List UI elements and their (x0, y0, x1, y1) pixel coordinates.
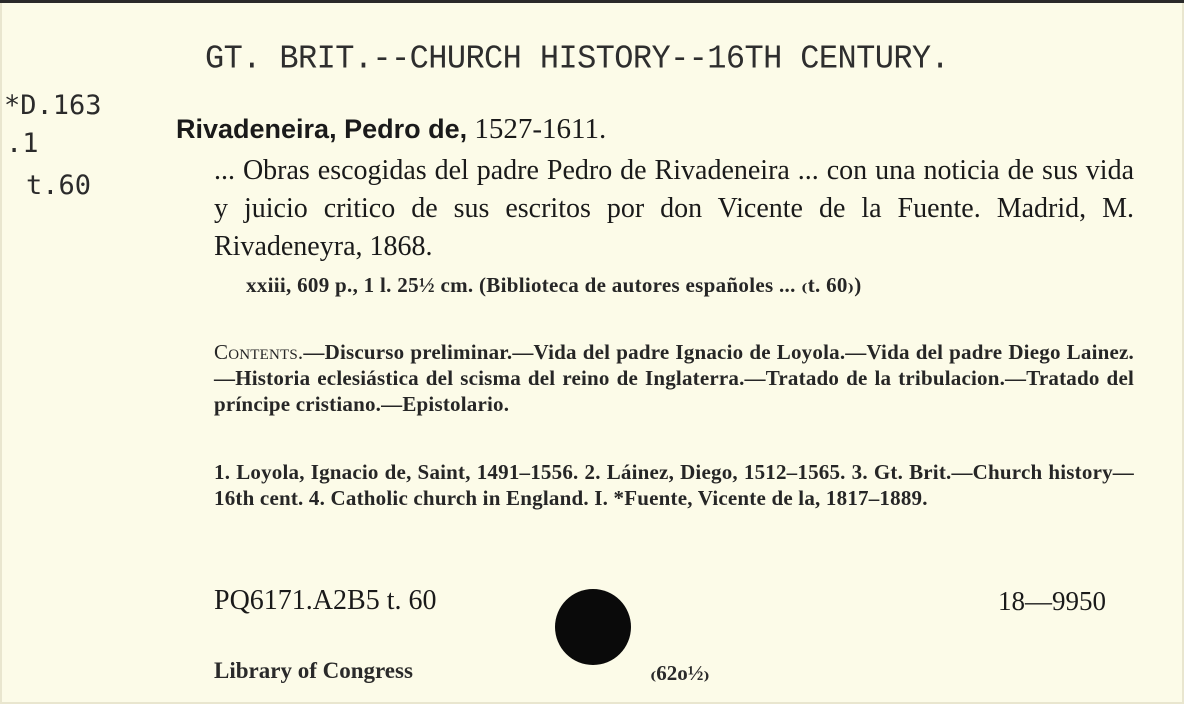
call-number-line-3: t.60 (26, 170, 92, 201)
card-punch-hole (555, 589, 631, 665)
card-number: 18—9950 (998, 586, 1106, 616)
contents-label: Contents. (214, 340, 304, 364)
author-name: Rivadeneira, Pedro de, (176, 114, 468, 144)
lc-class-number: PQ6171.A2B5 t. 60 (214, 585, 437, 616)
call-number-line-2: .1 (6, 128, 39, 159)
print-code: ₍62o½₎ (650, 661, 710, 685)
subject-heading: GT. BRIT.--CHURCH HISTORY--16TH CENTURY. (205, 39, 950, 78)
imprint: Library of Congress (214, 658, 413, 683)
author-dates: 1527-1611. (474, 113, 607, 145)
main-entry (176, 113, 606, 146)
card-top-edge (0, 0, 1184, 3)
tracings: 1. Loyola, Ignacio de, Saint, 1491–1556. 2. Láinez, Diego, 1512–1565. 3. Gt. Brit.—Church history—16th cent. 4. Catholic church in England. I. *Fuente, Vicente de la, 1817–1889. (214, 460, 1134, 510)
title-statement: ... Obras escogidas del padre Pedro de Rivadeneira ... con una noticia de sus vida y juicio critico de sus escritos por don Vicente de la Fuente. Madrid, M. Rivadeneyra, 1868. (214, 155, 1134, 262)
contents-text: —Discurso preliminar.—Vida del padre Ignacio de Loyola.—Vida del padre Diego Lainez.—Historia eclesiástica del scisma del reino de Inglaterra.—Tratado de la tribulacion.—Tratado del príncipe cristiano.—Epistolario. (214, 340, 1134, 416)
collation: xxiii, 609 p., 1 l. 25½ cm. (Biblioteca de autores españoles ... ₍t. 60₎) (246, 273, 862, 297)
contents-note (214, 339, 1134, 417)
call-number-line-1: *D.163 (4, 90, 102, 121)
